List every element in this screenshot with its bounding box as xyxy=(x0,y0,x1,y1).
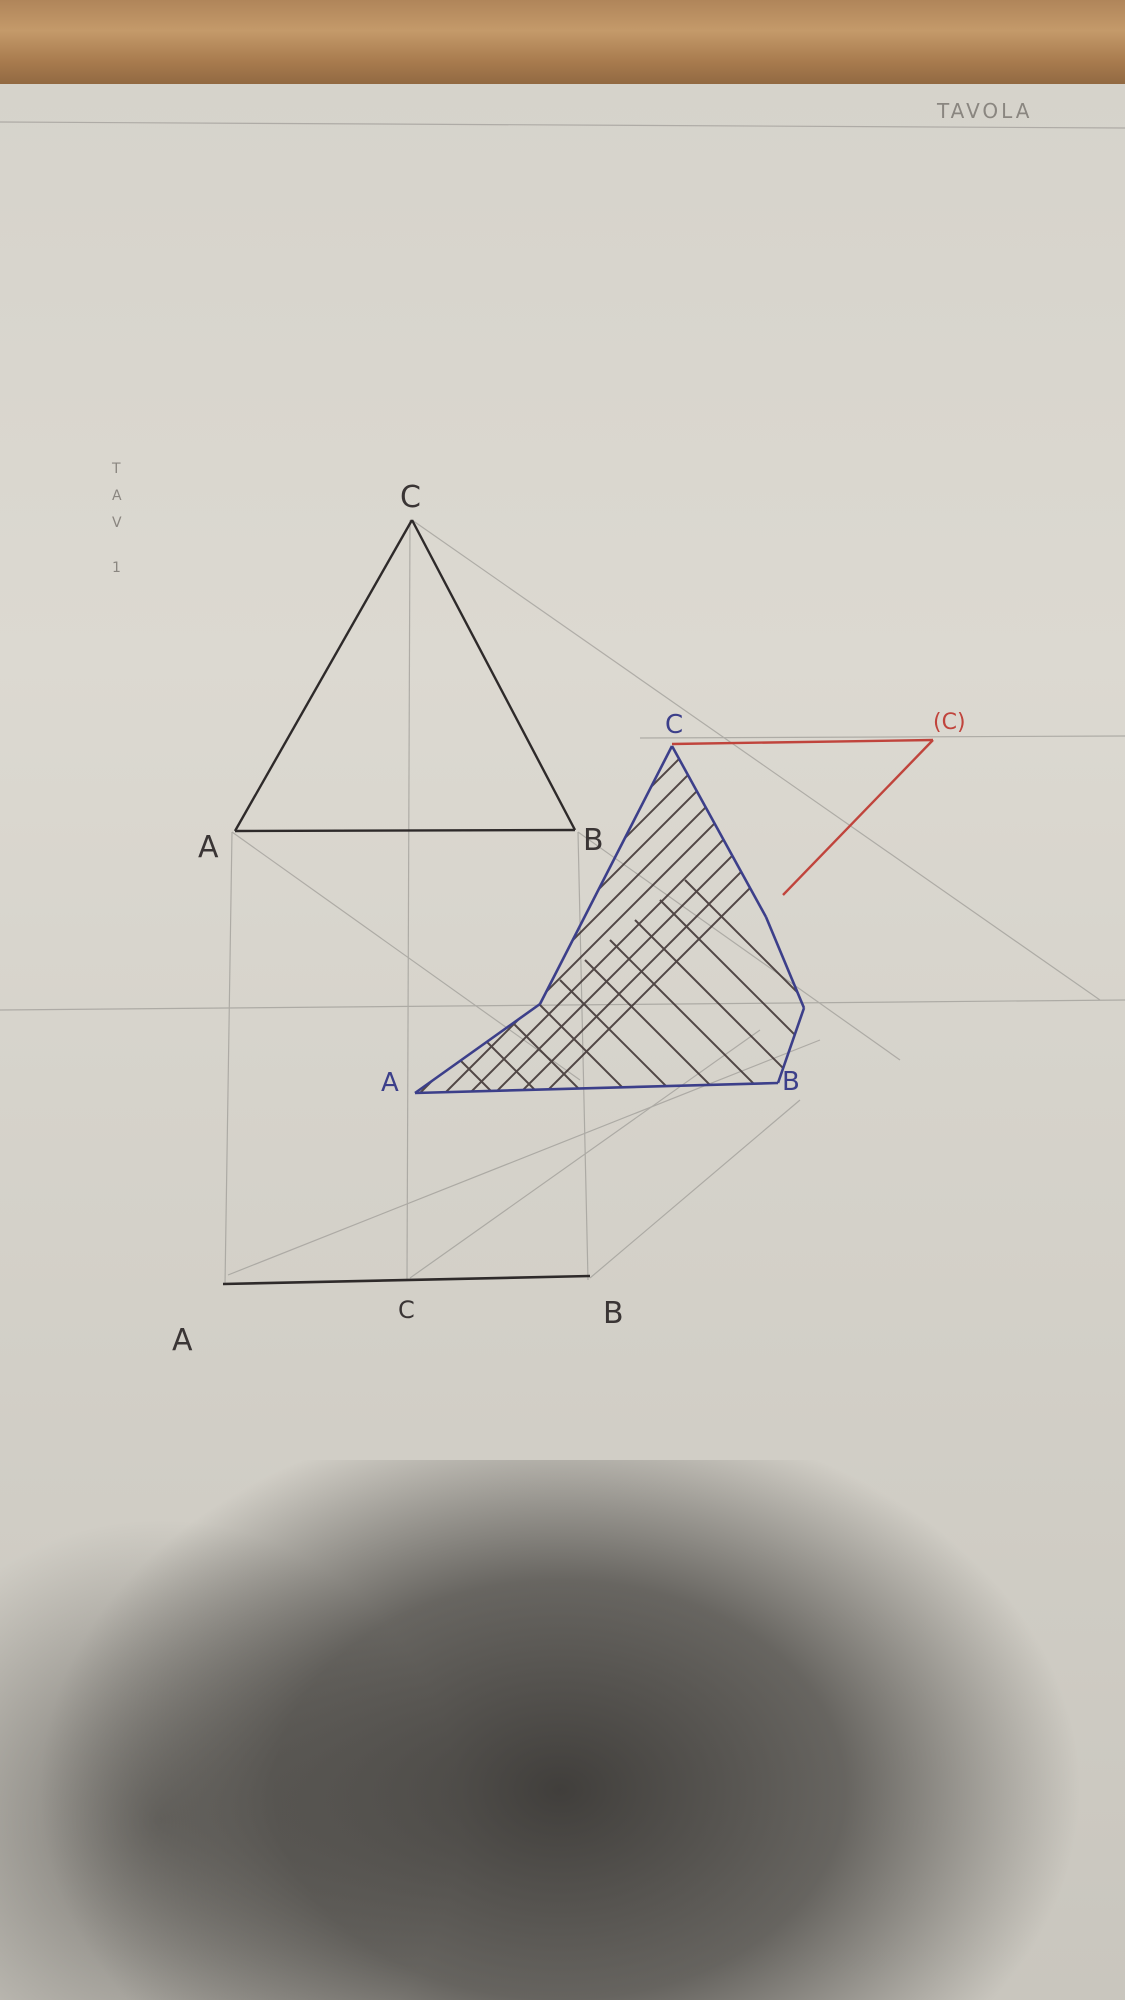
construction-lines xyxy=(0,122,1125,1285)
margin-text xyxy=(111,461,122,576)
top-view-labels xyxy=(172,1296,624,1358)
shadow-edge-cb xyxy=(672,746,766,917)
svg-text:V: V xyxy=(112,515,122,531)
vertical-projection-a xyxy=(225,832,232,1285)
label-top-b: B xyxy=(603,1296,624,1331)
shadow-outline xyxy=(415,746,804,1093)
label-shadow-a: A xyxy=(381,1068,399,1098)
label-top-c: C xyxy=(398,1296,415,1324)
diagonal-line-1 xyxy=(228,1040,820,1275)
svg-text:A: A xyxy=(112,488,122,504)
label-front-c: C xyxy=(400,480,421,515)
red-line-c xyxy=(672,740,933,744)
edge-ca xyxy=(235,520,412,831)
label-virtual-c: (C) xyxy=(933,710,966,735)
shadow-edge-a1 xyxy=(415,1004,540,1093)
label-front-b: B xyxy=(583,823,604,858)
label-shadow-c: C xyxy=(665,710,684,740)
shadow-ray-a xyxy=(232,832,580,1080)
diagonal-line-2 xyxy=(410,1030,760,1278)
shadow-edge-ca xyxy=(540,746,672,1004)
shadow-ray-c xyxy=(412,520,1100,1000)
vertical-axis-c xyxy=(407,520,410,1280)
shadow-edge-ab xyxy=(415,1083,778,1093)
svg-text:1: 1 xyxy=(112,560,121,576)
red-diagonal xyxy=(783,740,933,895)
label-shadow-b: B xyxy=(782,1067,800,1097)
shadow-edge-b1 xyxy=(766,917,804,1008)
sheet-header-text: TAVOLA xyxy=(937,99,1033,123)
edge-ab xyxy=(235,830,575,831)
label-top-a: A xyxy=(172,1323,193,1358)
front-view-triangle xyxy=(235,520,575,831)
svg-text:T: T xyxy=(112,461,121,477)
edge-cb xyxy=(412,520,575,830)
diagonal-line-3 xyxy=(590,1100,800,1278)
label-front-a: A xyxy=(198,830,219,865)
hand-shadow xyxy=(0,1460,1125,2000)
horizontal-line-c xyxy=(640,736,1125,738)
